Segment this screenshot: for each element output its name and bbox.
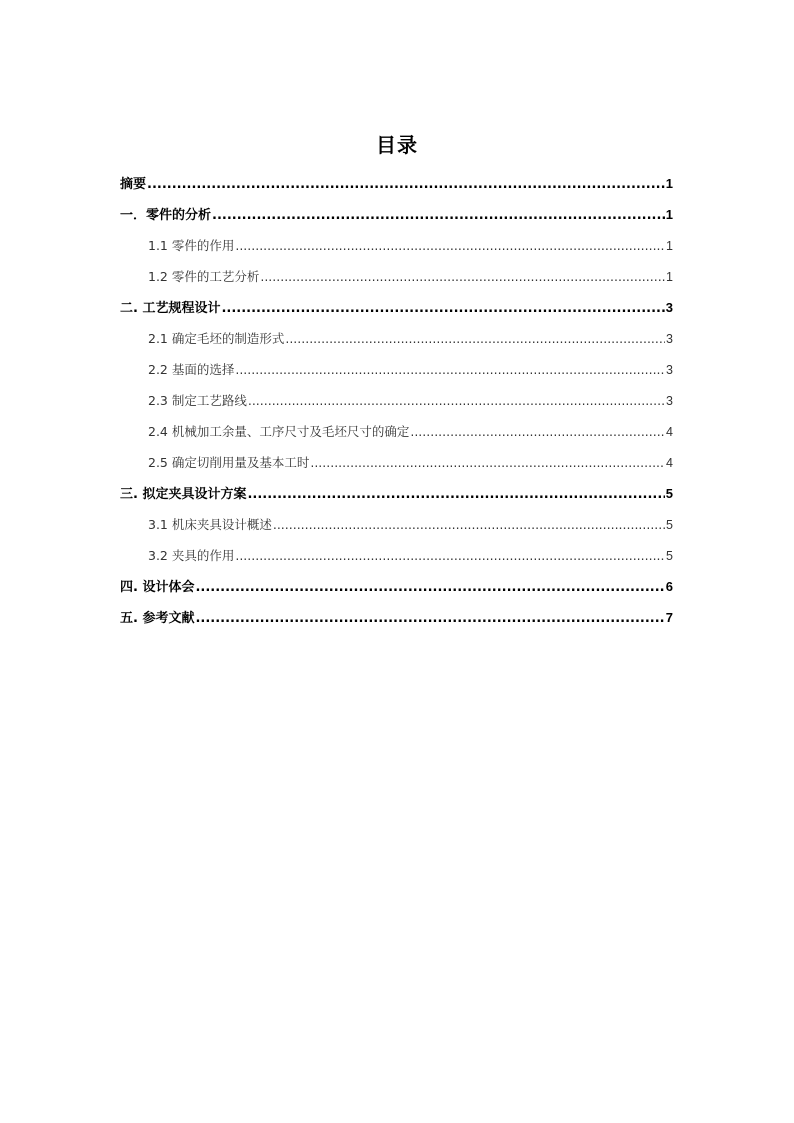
dot-leader bbox=[212, 200, 665, 231]
toc-title: 目录 bbox=[376, 133, 418, 157]
dot-leader bbox=[147, 169, 665, 200]
toc-entry-process-design[interactable] bbox=[120, 292, 673, 323]
toc-entry-3-1[interactable] bbox=[120, 509, 673, 540]
toc-entry-2-1[interactable] bbox=[120, 323, 673, 354]
toc-page-number: 3 bbox=[666, 394, 673, 408]
toc-page-number: 4 bbox=[666, 456, 673, 470]
toc-entry-label: 1.1 零件的作用 bbox=[148, 238, 235, 253]
toc-entry-2-3[interactable] bbox=[120, 385, 673, 416]
toc-entry-3-2[interactable] bbox=[120, 540, 673, 571]
toc-entry-label: 2.3 制定工艺路线 bbox=[148, 393, 247, 408]
toc-page-number: 3 bbox=[665, 300, 673, 315]
toc-entry-label: 摘要 bbox=[120, 177, 147, 192]
toc-page-number: 6 bbox=[665, 579, 673, 594]
toc-page-number: 1 bbox=[665, 207, 673, 222]
toc-entry-label: 1.2 零件的工艺分析 bbox=[148, 269, 260, 284]
dot-leader bbox=[260, 261, 665, 292]
toc-entry-label: 三. 拟定夹具设计方案 bbox=[120, 487, 247, 502]
toc-entry-references[interactable] bbox=[120, 602, 673, 633]
dot-leader bbox=[273, 509, 665, 540]
toc-page-number: 7 bbox=[665, 610, 673, 625]
toc-entry-label: 2.5 确定切削用量及基本工时 bbox=[148, 455, 310, 470]
toc-entry-label: 二. 工艺规程设计 bbox=[120, 301, 221, 316]
toc-entry-1-2[interactable] bbox=[120, 261, 673, 292]
dot-leader bbox=[310, 447, 665, 478]
toc-entry-2-4[interactable] bbox=[120, 416, 673, 447]
toc-entry-label: 五. 参考文献 bbox=[120, 611, 195, 626]
toc-page-number: 3 bbox=[666, 332, 673, 346]
toc-page-number: 1 bbox=[666, 270, 673, 284]
dot-leader bbox=[195, 572, 664, 603]
dot-leader bbox=[410, 416, 665, 447]
toc-entry-design-reflection[interactable] bbox=[120, 571, 673, 602]
dot-leader bbox=[285, 323, 665, 354]
toc-entry-2-5[interactable] bbox=[120, 447, 673, 478]
toc-page-number: 1 bbox=[666, 239, 673, 253]
toc-page-number: 1 bbox=[665, 176, 673, 191]
toc-page-number: 5 bbox=[666, 518, 673, 532]
toc-page-number: 4 bbox=[666, 425, 673, 439]
toc-entry-1-1[interactable] bbox=[120, 230, 673, 261]
toc-entry-fixture-design[interactable] bbox=[120, 478, 673, 509]
dot-leader bbox=[235, 540, 665, 571]
dot-leader bbox=[247, 479, 664, 510]
toc-entry-label: 3.2 夹具的作用 bbox=[148, 548, 235, 563]
toc-page-number: 5 bbox=[665, 486, 673, 501]
dot-leader bbox=[221, 293, 664, 324]
toc-entry-label: 四. 设计体会 bbox=[120, 580, 195, 595]
toc-entry-abstract[interactable] bbox=[120, 168, 673, 199]
toc-entry-2-2[interactable] bbox=[120, 354, 673, 385]
toc-entry-label: 2.2 基面的选择 bbox=[148, 362, 235, 377]
toc-entry-part-analysis[interactable] bbox=[120, 199, 673, 230]
toc-entry-label: 3.1 机床夹具设计概述 bbox=[148, 517, 272, 532]
dot-leader bbox=[235, 354, 665, 385]
dot-leader bbox=[248, 385, 665, 416]
table-of-contents bbox=[120, 168, 673, 633]
toc-entry-label: 一．零件的分析 bbox=[120, 208, 212, 223]
toc-entry-label: 2.4 机械加工余量、工序尺寸及毛坯尺寸的确定 bbox=[148, 424, 410, 439]
dot-leader bbox=[195, 603, 664, 634]
toc-page-number: 3 bbox=[666, 363, 673, 377]
toc-page-number: 5 bbox=[666, 549, 673, 563]
dot-leader bbox=[235, 230, 665, 261]
toc-entry-label: 2.1 确定毛坯的制造形式 bbox=[148, 331, 285, 346]
